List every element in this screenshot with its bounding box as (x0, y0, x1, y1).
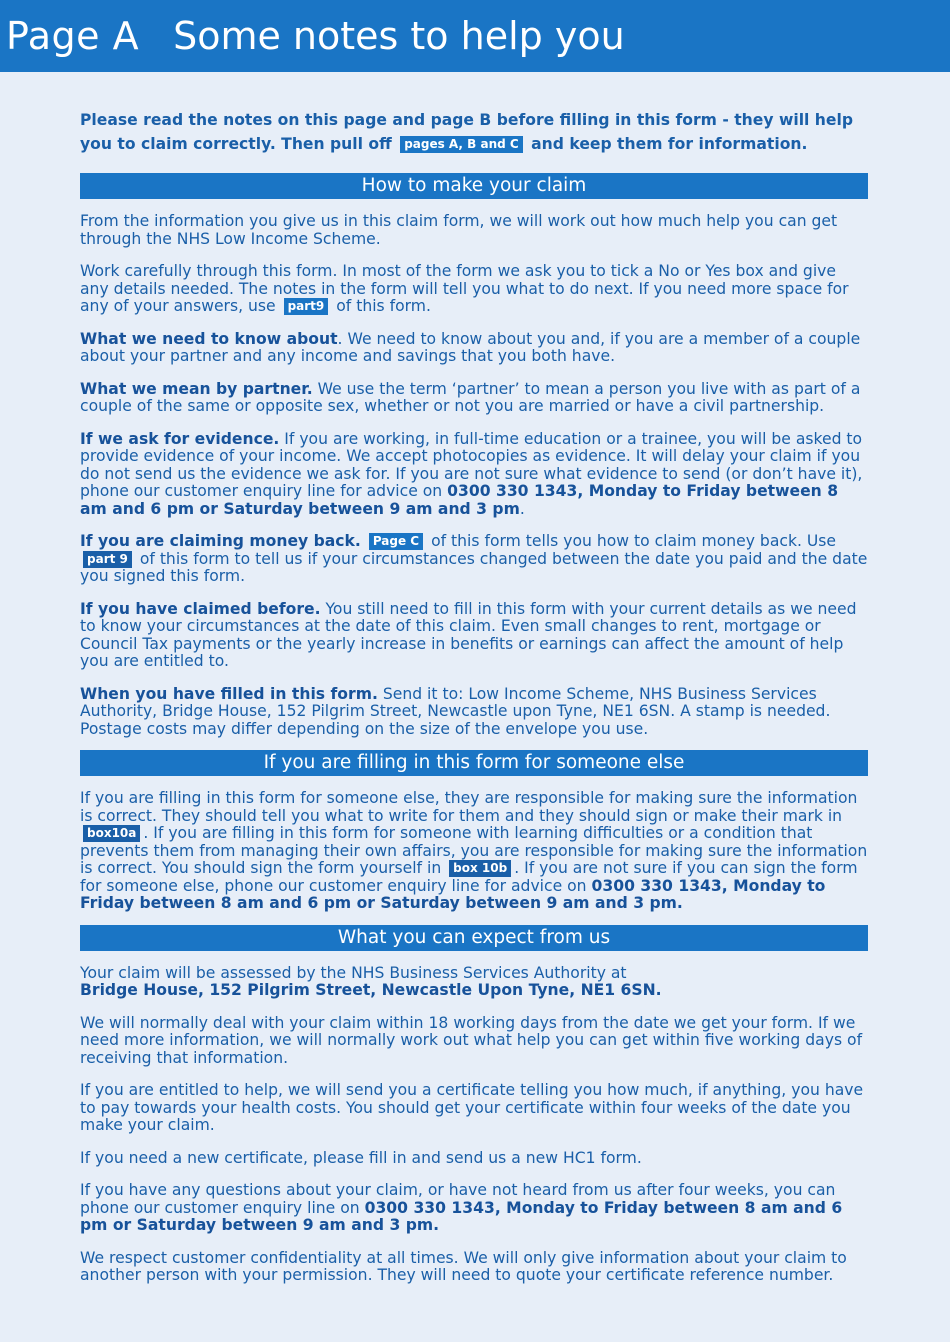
part-9-tag: part 9 (83, 551, 132, 568)
paragraph-certificate: If you are entitled to help, we will send you a certificate telling you how much, if anything, you have to pay towards your health costs. You should get your certificate within four weeks of the date you make your claim. (80, 1081, 864, 1134)
paragraph-work-carefully (80, 263, 868, 316)
paragraph-information: From the information you give us in this claim form, we will work out how much help you can get through the NHS Low Income Scheme. (80, 212, 838, 248)
subheading: If you have claimed before. (80, 599, 321, 618)
paragraph-questions (80, 1182, 868, 1235)
text: We use the term ‘partner’ to mean a person you live with as part of a couple of the same or opposite sex, whether or not you are married or have a civil partnership. (80, 379, 861, 415)
intro-paragraph (80, 108, 868, 156)
box10a-tag: box10a (83, 825, 140, 842)
page-c-tag: Page C (369, 533, 423, 550)
paragraph-new-certificate: If you need a new certificate, please fill in and send us a new HC1 form. (80, 1148, 642, 1167)
phone-hours: 0300 330 1343, Monday to Friday between 8 am and 6 pm or Saturday between 9 am and 3 pm (80, 482, 839, 518)
text: If you are filling in this form for someone else, they are responsible for making sure the information is correct. They should tell you what to write for them and they should sign or make their mark in (80, 789, 858, 825)
phone-hours: 0300 330 1343, Monday to Friday between 8 am and 6 pm or Saturday between 9 am and 3 pm. (80, 876, 826, 912)
subheading: When you have filled in this form. (80, 684, 378, 703)
subheading: What we mean by partner. (80, 379, 313, 398)
intro-text-end: and keep them for information. (525, 135, 808, 153)
text: You still need to fill in this form with your current details as we need to know your circumstances at the date of this claim. Even small changes to rent, mortgage or Council Tax payments or the yearly increase in benefits or earnings can affect the amount of help you are entitled to. (80, 599, 857, 670)
part9-tag: part9 (284, 298, 329, 315)
text: . If you are filling in this form for someone with learning difficulties or a condition that prevents them from managing their own affairs, you are responsible for making sure the information is correct. You should sign the form yourself in (80, 824, 868, 877)
paragraph-claimed-before (80, 601, 868, 671)
text: Your claim will be assessed by the NHS Business Services Authority at (80, 963, 627, 982)
section-heading-someone-else: If you are filling in this form for someone else (80, 750, 868, 776)
text: If you have any questions about your claim, or have not heard from us after four weeks, you can phone our customer enquiry line on (80, 1181, 836, 1217)
paragraph-filled-in (80, 686, 868, 739)
page-title: Some notes to help you (173, 14, 625, 58)
phone-hours: 0300 330 1343, Monday to Friday between 8 am and 6 pm or Saturday between 9 am and 3 pm. (80, 1198, 843, 1234)
page-header (0, 0, 950, 72)
text: of this form to tell us if your circumstances changed between the date you paid and the date you signed this form. (80, 549, 868, 585)
paragraph-working-days: We will normally deal with your claim within 18 working days from the date we get your form. If we need more information, we will normally work out what help you can get within five working days of receiving that information. (80, 1013, 863, 1067)
page-label: Page A (6, 14, 140, 58)
page-content (80, 108, 868, 1300)
address: Bridge House, 152 Pilgrim Street, Newcastle Upon Tyne, NE1 6SN. (80, 981, 662, 999)
text: Send it to: Low Income Scheme, NHS Business Services Authority, Bridge House, 152 Pilgrim Street, Newcastle upon Tyne, NE1 6SN. A stamp is needed. Postage costs may differ depending on the size of the envelope you use. (80, 684, 831, 738)
paragraph-evidence (80, 431, 868, 519)
text: If you are working, in full-time education or a trainee, you will be asked to provide evidence of your income. We accept photocopies as evidence. It will delay your claim if you do not send us the evidence we ask for. If you are not sure what evidence to send (or don’t have it), phone our customer enquiry line for advice on (80, 429, 863, 500)
text: . We need to know about you and, if you are a member of a couple about your partner and any income and savings that you both have. (80, 329, 861, 365)
subheading: If we ask for evidence. (80, 429, 280, 448)
subheading: If you are claiming money back. (80, 532, 361, 550)
paragraph-someone-else (80, 790, 868, 913)
box10b-tag: box 10b (449, 860, 511, 877)
section-heading-how-to-claim: How to make your claim (80, 173, 868, 199)
paragraph-assessed (80, 965, 868, 1000)
text: of this form tells you how to claim money back. Use (426, 532, 837, 550)
text: of this form. (331, 297, 431, 315)
paragraph-need-to-know (80, 331, 868, 366)
paragraph-confidentiality: We respect customer confidentiality at all times. We will only give information about your claim to another person with your permission. They will need to quote your certificate reference number. (80, 1248, 847, 1284)
subheading: What we need to know about (80, 329, 338, 348)
text: . (519, 499, 525, 518)
section-heading-expect: What you can expect from us (80, 925, 868, 951)
text: . If you are not sure if you can sign the form for someone else, phone our customer enquiry line for advice on (80, 859, 858, 895)
paragraph-partner (80, 381, 868, 416)
pages-abc-tag: pages A, B and C (400, 136, 523, 153)
text: Work carefully through this form. In most of the form we ask you to tick a No or Yes box and give any details needed. The notes in the form will tell you what to do next. If you need more space for any of your answers, use (80, 262, 849, 315)
intro-text: Please read the notes on this page and page B before filling in this form - they will help you to claim correctly. Then pull off (80, 111, 853, 153)
paragraph-money-back (80, 533, 868, 586)
